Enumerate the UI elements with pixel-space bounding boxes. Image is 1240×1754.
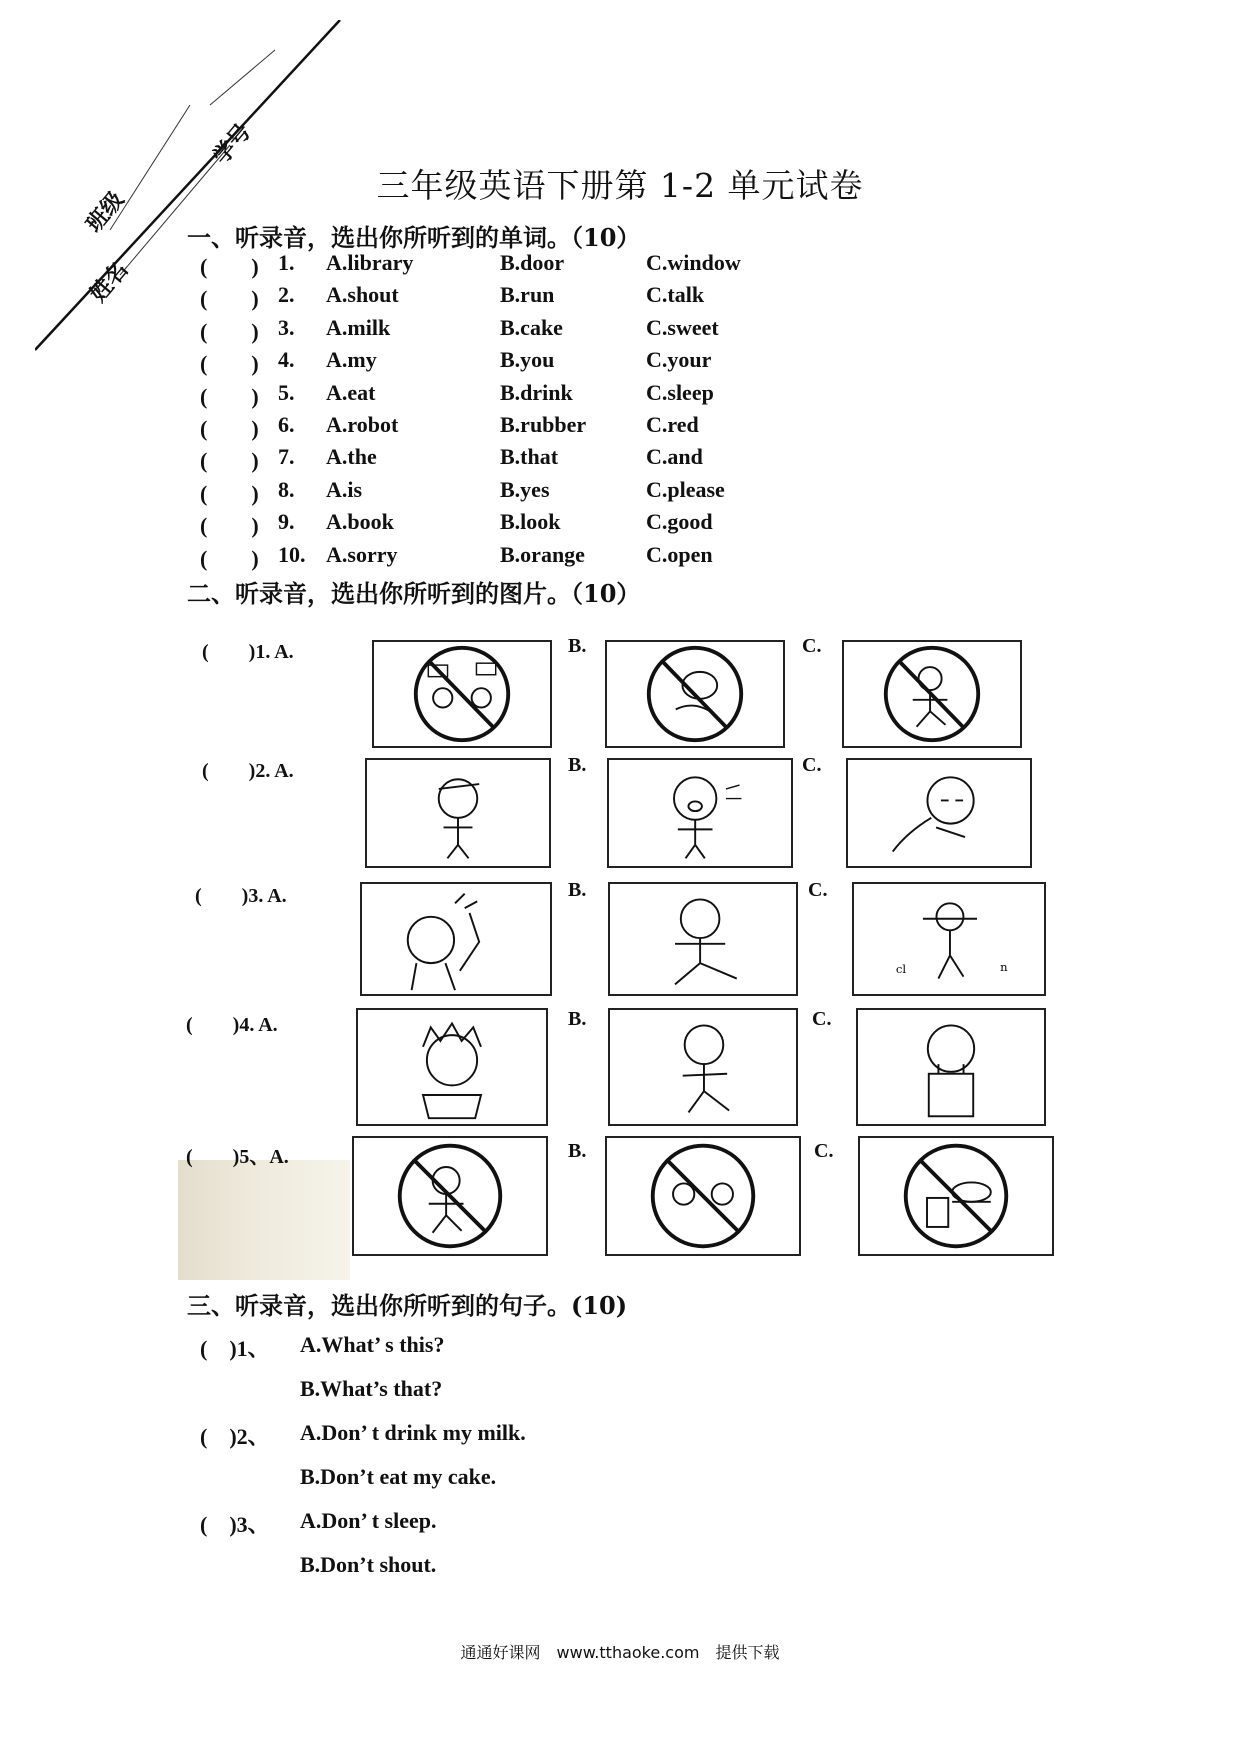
picture-no-talking (372, 640, 552, 748)
option-b-letter: B. (568, 1008, 587, 1030)
option-b: B.door (500, 250, 565, 275)
question-number: 10. (278, 541, 306, 567)
option-a: A.the (326, 444, 377, 470)
picture-boy-walking (608, 1008, 798, 1126)
picture-boy-calling (360, 882, 552, 996)
student-number-label: 学号 (208, 119, 257, 170)
option-b: B.yes (500, 476, 550, 502)
option-a: A.book (326, 509, 394, 535)
picture-no-sleeping (605, 640, 785, 748)
answer-blank: ( ) (200, 513, 259, 539)
answer-blank: ( ) (200, 286, 259, 312)
pic-row-label: ( )3. A. (195, 885, 287, 907)
sentence-prefix: ( )3、 (200, 1512, 270, 1537)
scan-smudge (178, 1160, 350, 1280)
picture-no-eating-drinking (858, 1136, 1054, 1256)
picture-no-running (842, 640, 1022, 748)
option-c: C.talk (646, 282, 705, 308)
option-c-letter: C. (814, 1140, 834, 1162)
option-b-letter: B. (568, 879, 587, 901)
option-c: C.red (646, 412, 699, 437)
pic-row-label: ( )1. A. (202, 641, 294, 663)
question-number: 4. (278, 347, 295, 373)
answer-blank: ( ) (200, 351, 259, 377)
picture-boy-jumping (852, 882, 1046, 996)
option-b-letter: B. (568, 754, 587, 776)
question-number: 6. (278, 412, 295, 437)
option-a: A.shout (326, 282, 399, 308)
question-number: 3. (278, 314, 295, 340)
question-number: 9. (278, 509, 295, 535)
option-c: C.sweet (646, 314, 719, 340)
pic-row-label: ( )4. A. (186, 1014, 278, 1036)
section2-heading: 二、听录音，选出你所听到的图片。（10） (187, 579, 641, 608)
option-c: C.and (646, 444, 703, 470)
option-b: B.look (500, 509, 561, 535)
option-b: B.run (500, 282, 555, 308)
sentence-option-a: A.Don’ t sleep. (300, 1508, 437, 1533)
option-c: C.open (646, 541, 713, 567)
picture-boy-waving (365, 758, 551, 868)
option-a: A.robot (326, 412, 399, 437)
sentence-option-b: B.What’s that? (300, 1376, 443, 1401)
sentence-prefix: ( )1、 (200, 1336, 270, 1361)
picture-boy-overalls (856, 1008, 1046, 1126)
answer-blank: ( ) (200, 318, 259, 344)
option-c: C.good (646, 509, 713, 535)
picture-boy-running (608, 882, 798, 996)
option-b: B.cake (500, 314, 563, 340)
answer-blank: ( ) (200, 416, 259, 441)
option-b: B.you (500, 347, 555, 373)
option-b: B.drink (500, 379, 573, 405)
picture-boy-shouting (607, 758, 793, 868)
option-a: A.milk (326, 314, 391, 340)
option-a: A.eat (326, 379, 376, 405)
question-number: 1. (278, 250, 295, 275)
section1-heading: 一、听录音，选出你所听到的单词。（10） (187, 223, 641, 252)
question-number: 8. (278, 476, 295, 502)
question-number: 2. (278, 282, 295, 308)
answer-blank: ( ) (200, 480, 259, 506)
picture-no-talking-2 (605, 1136, 801, 1256)
sentence-option-a: A.What’ s this? (300, 1332, 445, 1357)
option-c: C.your (646, 347, 712, 373)
option-b-letter: B. (568, 1140, 587, 1162)
answer-blank: ( ) (200, 448, 259, 474)
sentence-prefix: ( )2、 (200, 1424, 270, 1449)
option-a: A.library (326, 250, 414, 275)
footer-credit: 通通好课网 www.tthaoke.com 提供下载 (460, 1643, 780, 1662)
option-b-letter: B. (568, 635, 587, 657)
pic-row-label: ( )5、A. (186, 1146, 289, 1168)
svg-text:cl: cl (895, 961, 907, 976)
option-c-letter: C. (812, 1008, 832, 1030)
option-c-letter: C. (802, 635, 822, 657)
answer-blank: ( ) (200, 545, 259, 571)
option-b: B.rubber (500, 412, 587, 437)
option-b: B.that (500, 444, 559, 470)
option-b: B.orange (500, 541, 585, 567)
option-c: C.window (646, 250, 741, 275)
name-label: 姓名 (85, 257, 134, 308)
question-number: 7. (278, 444, 295, 470)
answer-blank: ( ) (200, 383, 259, 409)
picture-no-running-2 (352, 1136, 548, 1256)
picture-boy-spiky-hair (356, 1008, 548, 1126)
section3-heading: 三、听录音，选出你所听到的句子。(10) (187, 1291, 628, 1320)
option-a: A.sorry (326, 541, 398, 567)
page-title: 三年级英语下册第 1-2 单元试卷 (376, 166, 864, 205)
option-c-letter: C. (808, 879, 828, 901)
sentence-option-b: B.Don’t eat my cake. (300, 1464, 497, 1489)
question-number: 5. (278, 379, 295, 405)
answer-blank: ( ) (200, 254, 259, 279)
option-a: A.my (326, 347, 377, 373)
option-c-letter: C. (802, 754, 822, 776)
option-c: C.sleep (646, 379, 714, 405)
svg-text:n: n (1000, 959, 1008, 974)
option-c: C.please (646, 476, 725, 502)
option-a: A.is (326, 476, 363, 502)
pic-row-label: ( )2. A. (202, 760, 294, 782)
sentence-option-b: B.Don’t shout. (300, 1552, 437, 1577)
sentence-option-a: A.Don’ t drink my milk. (300, 1420, 526, 1445)
picture-boy-sleeping (846, 758, 1032, 868)
class-label: 班级 (81, 187, 130, 238)
